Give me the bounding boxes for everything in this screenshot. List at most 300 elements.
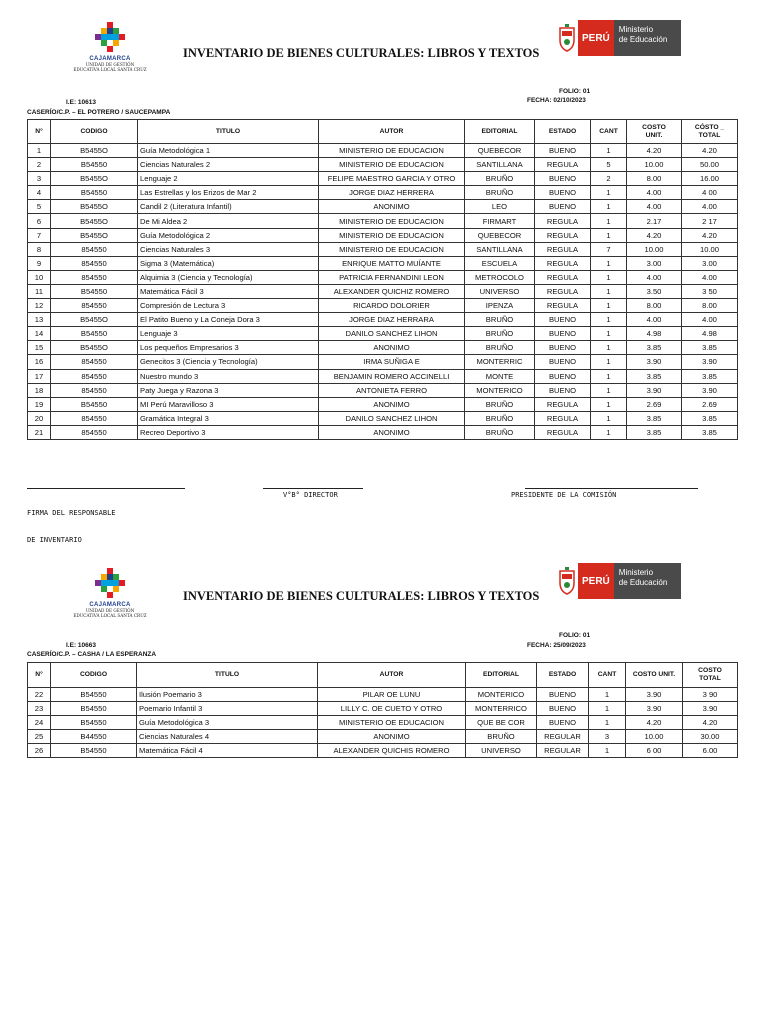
table-row xyxy=(28,744,738,758)
table-body-2 xyxy=(28,688,738,758)
cell-autor: MINISTERIO DE EDUCACION xyxy=(319,144,465,158)
cell-codigo: B54550 xyxy=(51,716,137,730)
cell-costo-total: 4.00 xyxy=(682,313,738,327)
cell-num: 15 xyxy=(28,341,51,355)
cell-costo-total: 3 90 xyxy=(683,688,738,702)
folio: FOLIO: 01 xyxy=(559,632,591,639)
ugel-logo xyxy=(60,22,160,72)
cell-titulo: Sigma 3 (Matemática) xyxy=(138,256,319,270)
col-costo-unit xyxy=(627,120,682,144)
table-row xyxy=(28,242,738,256)
cell-codigo: B5455O xyxy=(51,200,138,214)
cell-cant: 1 xyxy=(591,186,627,200)
cell-costo-unit: 8.00 xyxy=(627,299,682,313)
table-header-row xyxy=(28,120,738,144)
cell-cant: 1 xyxy=(591,369,627,383)
cell-titulo: Lenguaje 3 xyxy=(138,327,319,341)
table-row xyxy=(28,172,738,186)
cell-cant: 1 xyxy=(591,327,627,341)
cell-estado: REGULA xyxy=(535,397,591,411)
cell-autor: MINISTERIO DE EDUCACION xyxy=(319,242,465,256)
cell-autor: ALEXANDER QUICHIZ ROMERO xyxy=(319,284,465,298)
cell-editorial: QUE BE COR xyxy=(466,716,537,730)
table-row xyxy=(28,369,738,383)
cell-costo-unit: 3.90 xyxy=(626,702,683,716)
cell-codigo: B54550 xyxy=(51,688,137,702)
cell-codigo: 854550 xyxy=(51,242,138,256)
cell-titulo: Ciencias Naturales 2 xyxy=(138,158,319,172)
col-costo-total-line1: CÓSTO _ xyxy=(694,123,725,131)
cell-num: 19 xyxy=(28,397,51,411)
table-row xyxy=(28,256,738,270)
cell-titulo: Matemática Fácil 4 xyxy=(137,744,318,758)
cell-costo-unit: 4.20 xyxy=(627,144,682,158)
table-row xyxy=(28,284,738,298)
cell-costo-unit: 10.00 xyxy=(626,730,683,744)
cell-costo-total: 2.69 xyxy=(682,397,738,411)
cell-cant: 5 xyxy=(591,158,627,172)
cell-cant: 1 xyxy=(591,355,627,369)
cell-autor: MINISTERIO DE EDUCACION xyxy=(319,228,465,242)
cell-autor: RICARDO DOLORIER xyxy=(319,299,465,313)
minedu-logo xyxy=(558,563,681,599)
cell-costo-total: 8.00 xyxy=(682,299,738,313)
cell-costo-unit: 3.85 xyxy=(627,369,682,383)
cell-costo-total: 3.00 xyxy=(682,256,738,270)
cell-editorial: IPENZA xyxy=(465,299,535,313)
table-row xyxy=(28,688,738,702)
cell-editorial: MONTERICO xyxy=(466,688,537,702)
cell-num: 25 xyxy=(28,730,51,744)
page-title: INVENTARIO DE BIENES CULTURALES: LIBROS Y TEXTOS xyxy=(183,589,540,603)
ugel-emblem-icon xyxy=(93,568,127,602)
cell-cant: 1 xyxy=(591,228,627,242)
cell-costo-unit: 3.90 xyxy=(626,688,683,702)
col-codigo: CODIGO xyxy=(51,663,137,688)
cell-num: 22 xyxy=(28,688,51,702)
cell-estado: REGULA xyxy=(535,228,591,242)
cell-autor: ANONIMO xyxy=(319,425,465,439)
ugel-subtitle-2: EDUCATIVA LOCAL SANTA CRUZ xyxy=(73,67,147,72)
cell-cant: 1 xyxy=(591,144,627,158)
cell-costo-unit: 4.00 xyxy=(627,186,682,200)
col-costo-unit-line1: COSTO xyxy=(642,123,666,131)
cell-estado: BUENO xyxy=(535,383,591,397)
peru-label: PERÚ xyxy=(578,563,614,599)
cell-editorial: MONTERICO xyxy=(465,383,535,397)
table-row xyxy=(28,200,738,214)
cell-titulo: Las Estrellas y los Erizos de Mar 2 xyxy=(138,186,319,200)
signature-line-director xyxy=(263,488,363,489)
cell-num: 21 xyxy=(28,425,51,439)
cell-num: 1 xyxy=(28,144,51,158)
cell-autor: LILLY C. OE CUETO Y OTRO xyxy=(318,702,466,716)
cell-num: 2 xyxy=(28,158,51,172)
cell-editorial: SANTILLANA xyxy=(465,158,535,172)
ministerio-line-1: Ministerio xyxy=(618,25,654,34)
cell-num: 18 xyxy=(28,383,51,397)
cell-editorial: BRUÑO xyxy=(465,425,535,439)
cell-costo-total: 16.00 xyxy=(682,172,738,186)
cell-autor: ANONIMO xyxy=(319,397,465,411)
cell-autor: ANONIMO xyxy=(319,200,465,214)
cell-num: 13 xyxy=(28,313,51,327)
signature-line-presidente xyxy=(525,488,698,489)
cell-estado: REGULA xyxy=(535,425,591,439)
table-row xyxy=(28,730,738,744)
cell-editorial: BRUÑO xyxy=(465,186,535,200)
signature-responsable-label xyxy=(27,491,116,563)
col-num: N° xyxy=(28,120,51,144)
cell-editorial: MONTERRICO xyxy=(466,702,537,716)
cell-costo-total: 3.90 xyxy=(682,383,738,397)
col-estado: ESTADO xyxy=(535,120,591,144)
cell-titulo: Alquimia 3 (Ciencia y Tecnología) xyxy=(138,270,319,284)
ugel-subtitle-2: EDUCATIVA LOCAL SANTA CRUZ xyxy=(73,613,147,618)
cell-codigo: 854550 xyxy=(51,299,138,313)
cell-autor: ANTONIETA FERRO xyxy=(319,383,465,397)
cell-cant: 1 xyxy=(591,383,627,397)
cell-editorial: BRUÑO xyxy=(465,313,535,327)
cell-costo-total: 10.00 xyxy=(682,242,738,256)
cell-editorial: BRUÑO xyxy=(465,411,535,425)
cell-num: 24 xyxy=(28,716,51,730)
cell-titulo: Genecitos 3 (Ciencia y Tecnología) xyxy=(138,355,319,369)
cell-editorial: LEO xyxy=(465,200,535,214)
cell-num: 12 xyxy=(28,299,51,313)
cell-costo-total: 4 00 xyxy=(682,186,738,200)
col-estado: ESTADO xyxy=(537,663,589,688)
cell-cant: 1 xyxy=(591,313,627,327)
cell-costo-total: 3.85 xyxy=(682,369,738,383)
cell-editorial: SANTILLANA xyxy=(465,242,535,256)
cell-num: 14 xyxy=(28,327,51,341)
cell-autor: FELIPE MAESTRO GARCIA Y OTRO xyxy=(319,172,465,186)
cell-costo-total: 3 50 xyxy=(682,284,738,298)
ministerio-line-1: Ministerio xyxy=(618,568,654,577)
ministerio-line-2: de Educación xyxy=(618,578,668,587)
cell-costo-unit: 2.17 xyxy=(627,214,682,228)
table-row xyxy=(28,397,738,411)
cell-codigo: B54550 xyxy=(51,397,138,411)
table-row xyxy=(28,144,738,158)
cell-codigo: B5455O xyxy=(51,214,138,228)
cell-num: 6 xyxy=(28,214,51,228)
cell-num: 5 xyxy=(28,200,51,214)
ie-code: I.E: 10663 xyxy=(66,642,96,649)
cell-editorial: BRUÑO xyxy=(465,341,535,355)
col-codigo: CODIGO xyxy=(51,120,138,144)
cell-costo-total: 4.00 xyxy=(682,270,738,284)
cell-estado: BUENO xyxy=(537,702,589,716)
cell-cant: 1 xyxy=(589,702,626,716)
cell-autor: ANONIMO xyxy=(319,341,465,355)
signature-responsable-line2: DE INVENTARIO xyxy=(27,536,82,544)
cell-codigo: B5455O xyxy=(51,144,138,158)
cell-codigo: B5455O xyxy=(51,172,138,186)
cell-estado: BUENO xyxy=(535,172,591,186)
cell-costo-total: 3.85 xyxy=(682,411,738,425)
cell-cant: 1 xyxy=(589,716,626,730)
cell-codigo: B44550 xyxy=(51,730,137,744)
cell-costo-unit: 3.85 xyxy=(627,411,682,425)
col-titulo: TITULO xyxy=(137,663,318,688)
col-costo-unit-line2: UNIT. xyxy=(645,131,663,139)
caserio: CASERÍO/C.P. – CASHA / LA ESPERANZA xyxy=(27,651,157,658)
table-row xyxy=(28,186,738,200)
cell-estado: REGULA xyxy=(535,256,591,270)
cell-titulo: Matemática Fácil 3 xyxy=(138,284,319,298)
col-costo-unit: COSTO UNIT. xyxy=(626,663,683,688)
cell-costo-total: 4.20 xyxy=(682,228,738,242)
cell-codigo: B54550 xyxy=(51,327,138,341)
cell-costo-unit: 3.85 xyxy=(627,341,682,355)
cell-costo-unit: 4.20 xyxy=(626,716,683,730)
cell-titulo: Candil 2 (Literatura Infantil) xyxy=(138,200,319,214)
cell-titulo: Ilusión Poemario 3 xyxy=(137,688,318,702)
cell-costo-total: 4.20 xyxy=(683,716,738,730)
table-row xyxy=(28,214,738,228)
cell-costo-total: 3.85 xyxy=(682,425,738,439)
cell-editorial: MONTE xyxy=(465,369,535,383)
cell-codigo: 854550 xyxy=(51,425,138,439)
cell-costo-total: 3.85 xyxy=(682,341,738,355)
col-autor: AUTOR xyxy=(318,663,466,688)
cell-autor: ALEXANDER QUICHIS ROMERO xyxy=(318,744,466,758)
table-header-row xyxy=(28,663,738,688)
fecha: FECHA: 02/10/2023 xyxy=(527,97,586,104)
cell-costo-unit: 6 00 xyxy=(626,744,683,758)
cell-costo-total: 50.00 xyxy=(682,158,738,172)
col-costo-total-line1: COSTO xyxy=(698,667,722,674)
cell-autor: ANONIMO xyxy=(318,730,466,744)
ugel-name: CAJAMARCA xyxy=(89,602,131,608)
cell-estado: BUENO xyxy=(535,144,591,158)
col-editorial: EDITORIAL xyxy=(466,663,537,688)
cell-titulo: Lenguaje 2 xyxy=(138,172,319,186)
table-body-1 xyxy=(28,144,738,440)
cell-titulo: Compresión de Lectura 3 xyxy=(138,299,319,313)
cell-titulo: Paty Juega y Razona 3 xyxy=(138,383,319,397)
table-row xyxy=(28,716,738,730)
cell-num: 11 xyxy=(28,284,51,298)
cell-autor: BENJAMIN ROMERO ACCINELLI xyxy=(319,369,465,383)
cell-cant: 1 xyxy=(591,214,627,228)
table-row xyxy=(28,327,738,341)
cell-costo-unit: 3.90 xyxy=(627,355,682,369)
caserio: CASERÍO/C.P. – EL POTRERO / SAUCEPAMPA xyxy=(27,109,171,116)
ie-code: I.E: 10613 xyxy=(66,99,96,106)
cell-costo-total: 3.90 xyxy=(683,702,738,716)
ugel-subtitle-1: UNIDAD DE GESTIÓN xyxy=(85,608,135,613)
cell-autor: MINISTERIO OE EDUCACION xyxy=(318,716,466,730)
cell-costo-total: 4.98 xyxy=(682,327,738,341)
page-title: INVENTARIO DE BIENES CULTURALES: LIBROS Y TEXTOS xyxy=(183,46,540,60)
col-cant: CANT xyxy=(591,120,627,144)
cell-num: 7 xyxy=(28,228,51,242)
ugel-name: CAJAMARCA xyxy=(89,56,131,62)
cell-estado: BUENO xyxy=(535,200,591,214)
cell-num: 9 xyxy=(28,256,51,270)
cell-cant: 1 xyxy=(591,341,627,355)
table-row xyxy=(28,702,738,716)
cell-estado: BUENO xyxy=(537,688,589,702)
cell-cant: 1 xyxy=(591,270,627,284)
cell-codigo: B54550 xyxy=(51,284,138,298)
cell-editorial: QUEBECOR xyxy=(465,228,535,242)
peru-shield-icon xyxy=(558,567,576,595)
cell-editorial: UNIVERSO xyxy=(465,284,535,298)
cell-autor: PATRICIA FERNANDINI LEON xyxy=(319,270,465,284)
ugel-emblem-icon xyxy=(93,22,127,56)
cell-cant: 2 xyxy=(591,172,627,186)
cell-editorial: BRUÑO xyxy=(466,730,537,744)
cell-cant: 1 xyxy=(591,299,627,313)
table-row xyxy=(28,313,738,327)
cell-autor: MINISTERIO DE EDUCACION xyxy=(319,214,465,228)
cell-num: 16 xyxy=(28,355,51,369)
col-costo-total xyxy=(682,120,738,144)
signature-director-label: V°B° DIRECTOR xyxy=(283,491,338,499)
table-row xyxy=(28,425,738,439)
cell-estado: REGULA xyxy=(535,411,591,425)
table-row xyxy=(28,341,738,355)
ministerio-label xyxy=(614,563,681,599)
col-costo-total-line2: TOTAL xyxy=(699,675,721,682)
cell-estado: REGULA xyxy=(535,284,591,298)
cell-titulo: MI Perú Maravilloso 3 xyxy=(138,397,319,411)
cell-editorial: UNIVERSO xyxy=(466,744,537,758)
cell-costo-total: 30.00 xyxy=(683,730,738,744)
cell-costo-unit: 10.00 xyxy=(627,158,682,172)
inventory-table-1 xyxy=(27,119,738,440)
cell-costo-unit: 4.98 xyxy=(627,327,682,341)
cell-costo-unit: 3.85 xyxy=(627,425,682,439)
cell-estado: BUENO xyxy=(535,341,591,355)
cell-costo-unit: 3.00 xyxy=(627,256,682,270)
cell-editorial: BRUÑO xyxy=(465,327,535,341)
cell-editorial: FIRMART xyxy=(465,214,535,228)
cell-codigo: 854550 xyxy=(51,256,138,270)
cell-autor: PILAR OE LUNU xyxy=(318,688,466,702)
cell-cant: 1 xyxy=(591,256,627,270)
table-row xyxy=(28,299,738,313)
ministerio-label xyxy=(614,20,681,56)
cell-num: 8 xyxy=(28,242,51,256)
cell-costo-total: 4.20 xyxy=(682,144,738,158)
cell-codigo: B5455O xyxy=(51,313,138,327)
cell-titulo: Recreo Deportivo 3 xyxy=(138,425,319,439)
cell-cant: 1 xyxy=(589,688,626,702)
cell-codigo: 854550 xyxy=(51,369,138,383)
fecha: FECHA: 25/09/2023 xyxy=(527,642,586,649)
cell-cant: 1 xyxy=(591,200,627,214)
cell-estado: REGULA xyxy=(535,270,591,284)
cell-codigo: B5455O xyxy=(51,341,138,355)
cell-autor: MINISTERIO DE EDUCACION xyxy=(319,158,465,172)
peru-shield-icon xyxy=(558,24,576,52)
folio: FOLIO: 01 xyxy=(559,88,591,95)
cell-codigo: B54550 xyxy=(51,702,137,716)
col-num: N° xyxy=(28,663,51,688)
col-editorial: EDITORIAL xyxy=(465,120,535,144)
inventory-section-2 xyxy=(0,560,768,780)
cell-estado: REGULA xyxy=(535,242,591,256)
table-row xyxy=(28,411,738,425)
signature-presidente-label: PRESIDENTE DE LA COMISIÓN xyxy=(511,491,617,499)
cell-cant: 7 xyxy=(591,242,627,256)
col-titulo: TITULO xyxy=(138,120,319,144)
cell-estado: REGULA xyxy=(535,158,591,172)
cell-costo-total: 3.90 xyxy=(682,355,738,369)
cell-costo-unit: 4.00 xyxy=(627,313,682,327)
cell-cant: 1 xyxy=(591,425,627,439)
cell-costo-unit: 4.00 xyxy=(627,200,682,214)
table-row xyxy=(28,158,738,172)
inventory-table-2 xyxy=(27,662,738,758)
ministerio-line-2: de Educación xyxy=(618,35,668,44)
cell-cant: 1 xyxy=(591,284,627,298)
cell-costo-total: 6.00 xyxy=(683,744,738,758)
cell-titulo: Gramática Integral 3 xyxy=(138,411,319,425)
col-costo-total-line2: TOTAL xyxy=(698,131,721,139)
col-costo-total xyxy=(683,663,738,688)
cell-editorial: QUEBECOR xyxy=(465,144,535,158)
cell-num: 23 xyxy=(28,702,51,716)
cell-titulo: De Mi Aldea 2 xyxy=(138,214,319,228)
cell-titulo: Ciencias Naturales 4 xyxy=(137,730,318,744)
cell-titulo: Guía Metodológica 1 xyxy=(138,144,319,158)
peru-label: PERÚ xyxy=(578,20,614,56)
cell-titulo: Guía Metodológica 2 xyxy=(138,228,319,242)
cell-codigo: 854550 xyxy=(51,270,138,284)
table-row xyxy=(28,270,738,284)
cell-estado: REGULA xyxy=(535,214,591,228)
cell-titulo: Ciencias Naturales 3 xyxy=(138,242,319,256)
cell-costo-unit: 3.50 xyxy=(627,284,682,298)
cell-costo-unit: 4.20 xyxy=(627,228,682,242)
cell-num: 3 xyxy=(28,172,51,186)
cell-titulo: Nuestro mundo 3 xyxy=(138,369,319,383)
cell-codigo: B5455O xyxy=(51,228,138,242)
cell-codigo: 854550 xyxy=(51,383,138,397)
cell-costo-unit: 4.00 xyxy=(627,270,682,284)
cell-titulo: Poemario Infantil 3 xyxy=(137,702,318,716)
cell-cant: 1 xyxy=(591,397,627,411)
table-row xyxy=(28,383,738,397)
cell-num: 4 xyxy=(28,186,51,200)
signature-responsable-line1: FIRMA DEL RESPONSABLE xyxy=(27,509,116,517)
cell-autor: DANILO SANCHEZ LIHON xyxy=(319,327,465,341)
cell-estado: BUENO xyxy=(535,327,591,341)
cell-costo-unit: 2.69 xyxy=(627,397,682,411)
cell-codigo: B54550 xyxy=(51,744,137,758)
cell-autor: ENRIQUE MATTO MUÍANTE xyxy=(319,256,465,270)
cell-costo-unit: 3.90 xyxy=(627,383,682,397)
cell-editorial: BRUÑO xyxy=(465,397,535,411)
cell-estado: REGULAR xyxy=(537,744,589,758)
cell-costo-unit: 10.00 xyxy=(627,242,682,256)
ugel-subtitle-1: UNIDAD DE GESTIÓN xyxy=(85,62,135,67)
cell-estado: REGULAR xyxy=(537,730,589,744)
cell-autor: JORGE DIAZ HERRARA xyxy=(319,313,465,327)
cell-codigo: B54550 xyxy=(51,158,138,172)
cell-cant: 1 xyxy=(589,744,626,758)
table-row xyxy=(28,228,738,242)
cell-cant: 1 xyxy=(591,411,627,425)
col-autor: AUTOR xyxy=(319,120,465,144)
cell-codigo: 854550 xyxy=(51,355,138,369)
